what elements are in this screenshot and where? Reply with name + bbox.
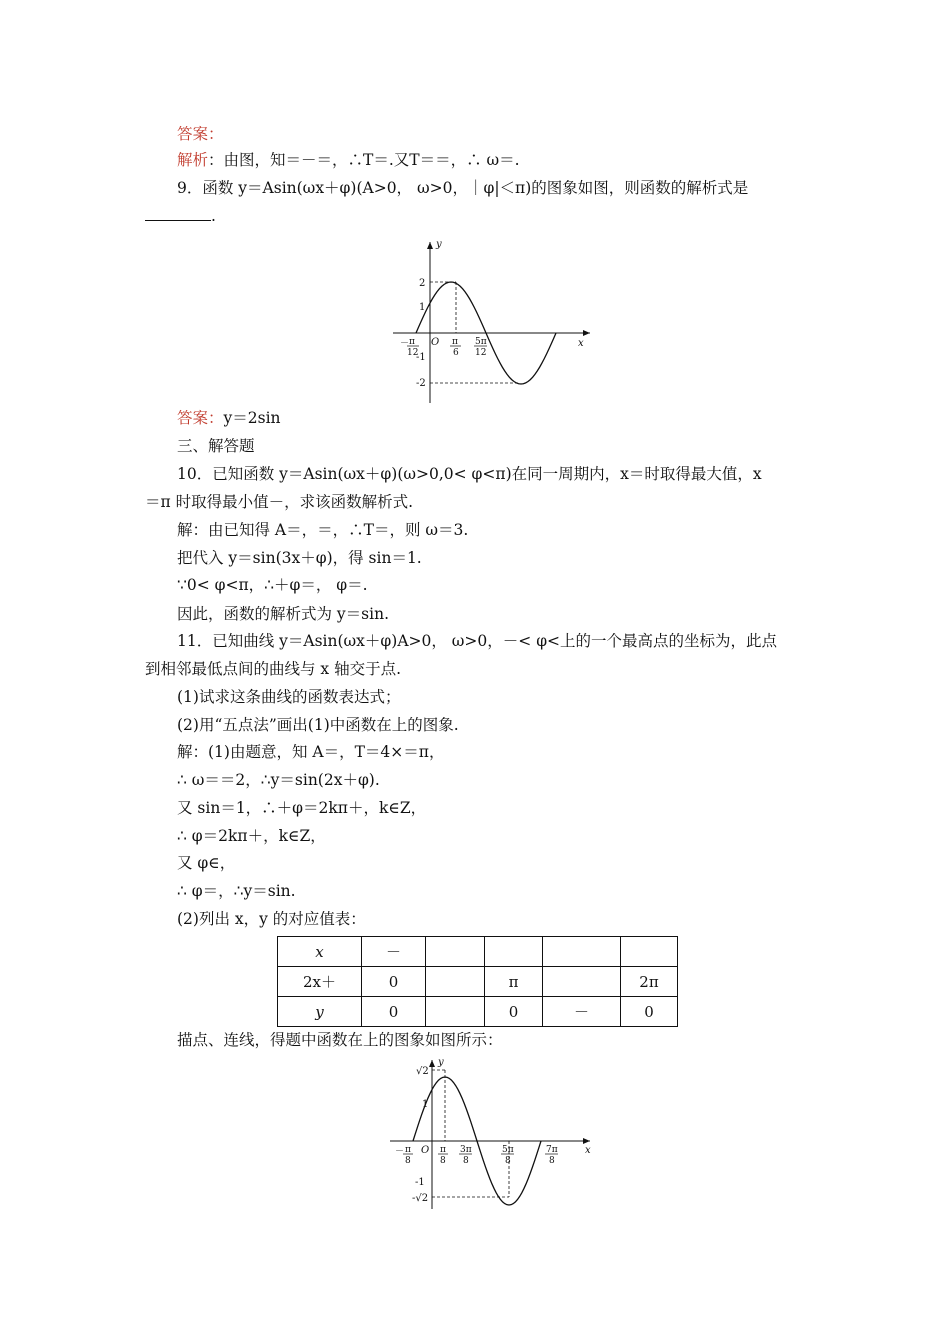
table-row xyxy=(278,997,678,1027)
x-tick-den: 6 xyxy=(453,348,459,358)
x-tick-num: 5π xyxy=(475,337,487,347)
table-cell: x xyxy=(278,937,362,967)
y-tick-1: 1 xyxy=(422,1099,429,1110)
question-9-line2 xyxy=(145,206,216,226)
table-cell xyxy=(543,937,621,967)
question-10-line1: 10．已知函数 y＝Asin(ωx＋φ)(ω>0,0< φ<π)在同一周期内，x＝时取得最大值，x xyxy=(177,465,762,483)
x-tick-num: 3π xyxy=(460,1145,472,1155)
explanation-8 xyxy=(177,150,520,170)
table-row xyxy=(278,967,678,997)
after-table-text: 描点、连线，得题中函数在上的图象如图所示： xyxy=(177,1031,503,1049)
x-tick-num: π xyxy=(405,1145,411,1155)
solution-10-line1: 解：由已知得 A＝，＝，∴T＝，则 ω＝3. xyxy=(177,521,469,539)
table-cell: y xyxy=(278,997,362,1027)
solution-11-line4: ∴ φ＝2kπ＋，k∈Z， xyxy=(177,827,326,845)
table-cell xyxy=(426,997,485,1027)
x-tick-den: 12 xyxy=(407,348,419,358)
x-tick-den: 8 xyxy=(505,1156,511,1166)
table-cell: 0 xyxy=(485,997,543,1027)
x-tick-den: 8 xyxy=(440,1156,446,1166)
origin-label: O xyxy=(421,1145,430,1156)
sine-graph-1 xyxy=(390,236,600,406)
x-tick-num: π xyxy=(409,337,415,347)
table-cell xyxy=(485,937,543,967)
y-tick-1: 1 xyxy=(419,302,426,313)
y-tick-sqrt2: √2 xyxy=(416,1066,429,1077)
x-tick-sign: － xyxy=(400,339,410,349)
table-cell xyxy=(621,937,678,967)
table-cell: － xyxy=(543,997,621,1027)
question-9-period: . xyxy=(211,207,216,225)
question-11-line2: 到相邻最低点间的曲线与 x 轴交于点. xyxy=(145,660,402,678)
x-tick-num: π xyxy=(452,337,458,347)
x-tick-5pi-8 xyxy=(501,1145,514,1166)
question-10-line2: ＝π 时取得最小值－，求该函数解析式. xyxy=(145,493,414,511)
solution-10-line4: 因此，函数的解析式为 y＝sin. xyxy=(177,605,390,623)
x-tick-5pi-12 xyxy=(474,337,487,358)
x-tick-num: 7π xyxy=(546,1145,558,1155)
y-tick-neg-sqrt2: -√2 xyxy=(412,1193,429,1204)
x-tick-den: 8 xyxy=(463,1156,469,1166)
x-axis-label: x xyxy=(578,338,584,349)
x-axis-arrow-icon xyxy=(583,1138,590,1144)
answer-blank xyxy=(145,206,211,221)
x-tick-pi-6 xyxy=(450,337,461,358)
y-tick-neg2: -2 xyxy=(416,378,426,389)
solution-11-line2: ∴ ω＝＝2，∴y＝sin(2x＋φ). xyxy=(177,771,380,789)
answer-9-text: y＝2sin xyxy=(223,409,281,427)
solution-11-line7: (2)列出 x，y 的对应值表： xyxy=(177,910,366,928)
y-tick-neg1: -1 xyxy=(416,352,426,363)
table-cell: π xyxy=(485,967,543,997)
solution-11-line1: 解：(1)由题意，知 A＝，T＝4×＝π， xyxy=(177,743,445,761)
x-axis-label: x xyxy=(585,1145,591,1156)
table-cell xyxy=(426,967,485,997)
solution-11-line5: 又 φ∈， xyxy=(177,854,236,872)
sine-graph-2 xyxy=(385,1054,600,1214)
table-cell: 0 xyxy=(362,997,426,1027)
x-tick-sign: － xyxy=(395,1147,405,1157)
table-cell: 0 xyxy=(621,997,678,1027)
table-cell: － xyxy=(362,937,426,967)
origin-label: O xyxy=(431,337,440,348)
solution-10-line2: 把代入 y＝sin(3x＋φ)，得 sin＝1. xyxy=(177,549,422,567)
x-tick-pi-8 xyxy=(438,1145,448,1166)
y-tick-2: 2 xyxy=(419,278,426,289)
x-tick-den: 8 xyxy=(549,1156,555,1166)
y-axis-arrow-icon xyxy=(429,1060,435,1067)
table-cell: 2π xyxy=(621,967,678,997)
x-tick-7pi-8 xyxy=(545,1145,558,1166)
x-tick-num: π xyxy=(440,1145,446,1155)
solution-11-line6: ∴ φ＝，∴y＝sin. xyxy=(177,882,296,900)
x-tick-neg-pi-12 xyxy=(400,337,419,358)
value-table xyxy=(277,936,678,1027)
explanation-label: 解析 xyxy=(177,151,209,169)
table-row xyxy=(278,937,678,967)
y-axis-label: y xyxy=(438,1057,444,1068)
y-axis-label: y xyxy=(436,239,442,250)
explanation-text: ：由图，知＝－＝，∴T＝.又T＝＝，∴ ω＝. xyxy=(208,151,520,169)
x-axis-arrow-icon xyxy=(583,330,590,336)
answer-label-8: 答案： xyxy=(177,125,224,143)
answer-9 xyxy=(177,408,281,428)
solution-11-line3: 又 sin＝1，∴＋φ＝2kπ＋，k∈Z， xyxy=(177,799,427,817)
y-axis-arrow-icon xyxy=(427,242,433,249)
table-cell: 2x＋ xyxy=(278,967,362,997)
x-tick-den: 12 xyxy=(475,348,487,358)
question-11-part2: (2)用“五点法”画出(1)中函数在上的图象. xyxy=(177,716,459,734)
x-tick-neg-pi-8 xyxy=(395,1145,413,1166)
solution-10-line3: ∵0< φ<π，∴＋φ＝， φ＝. xyxy=(177,576,368,594)
question-11-part1: (1)试求这条曲线的函数表达式； xyxy=(177,688,401,706)
question-9-line1: 9．函数 y＝Asin(ωx＋φ)(A>0， ω>0，｜φ|＜π)的图象如图，则函数的解析式是 xyxy=(177,179,749,197)
table-cell xyxy=(543,967,621,997)
x-tick-3pi-8 xyxy=(459,1145,472,1166)
table-cell xyxy=(426,937,485,967)
x-tick-den: 8 xyxy=(405,1156,411,1166)
answer-label-9: 答案： xyxy=(177,409,224,427)
x-tick-num: 5π xyxy=(502,1145,514,1155)
y-tick-neg1: -1 xyxy=(415,1177,425,1188)
question-11-line1: 11．已知曲线 y＝Asin(ωx＋φ)A>0， ω>0，－< φ<上的一个最高点的坐标为，此点 xyxy=(177,632,778,650)
table-cell: 0 xyxy=(362,967,426,997)
section-heading: 三、解答题 xyxy=(177,437,255,455)
